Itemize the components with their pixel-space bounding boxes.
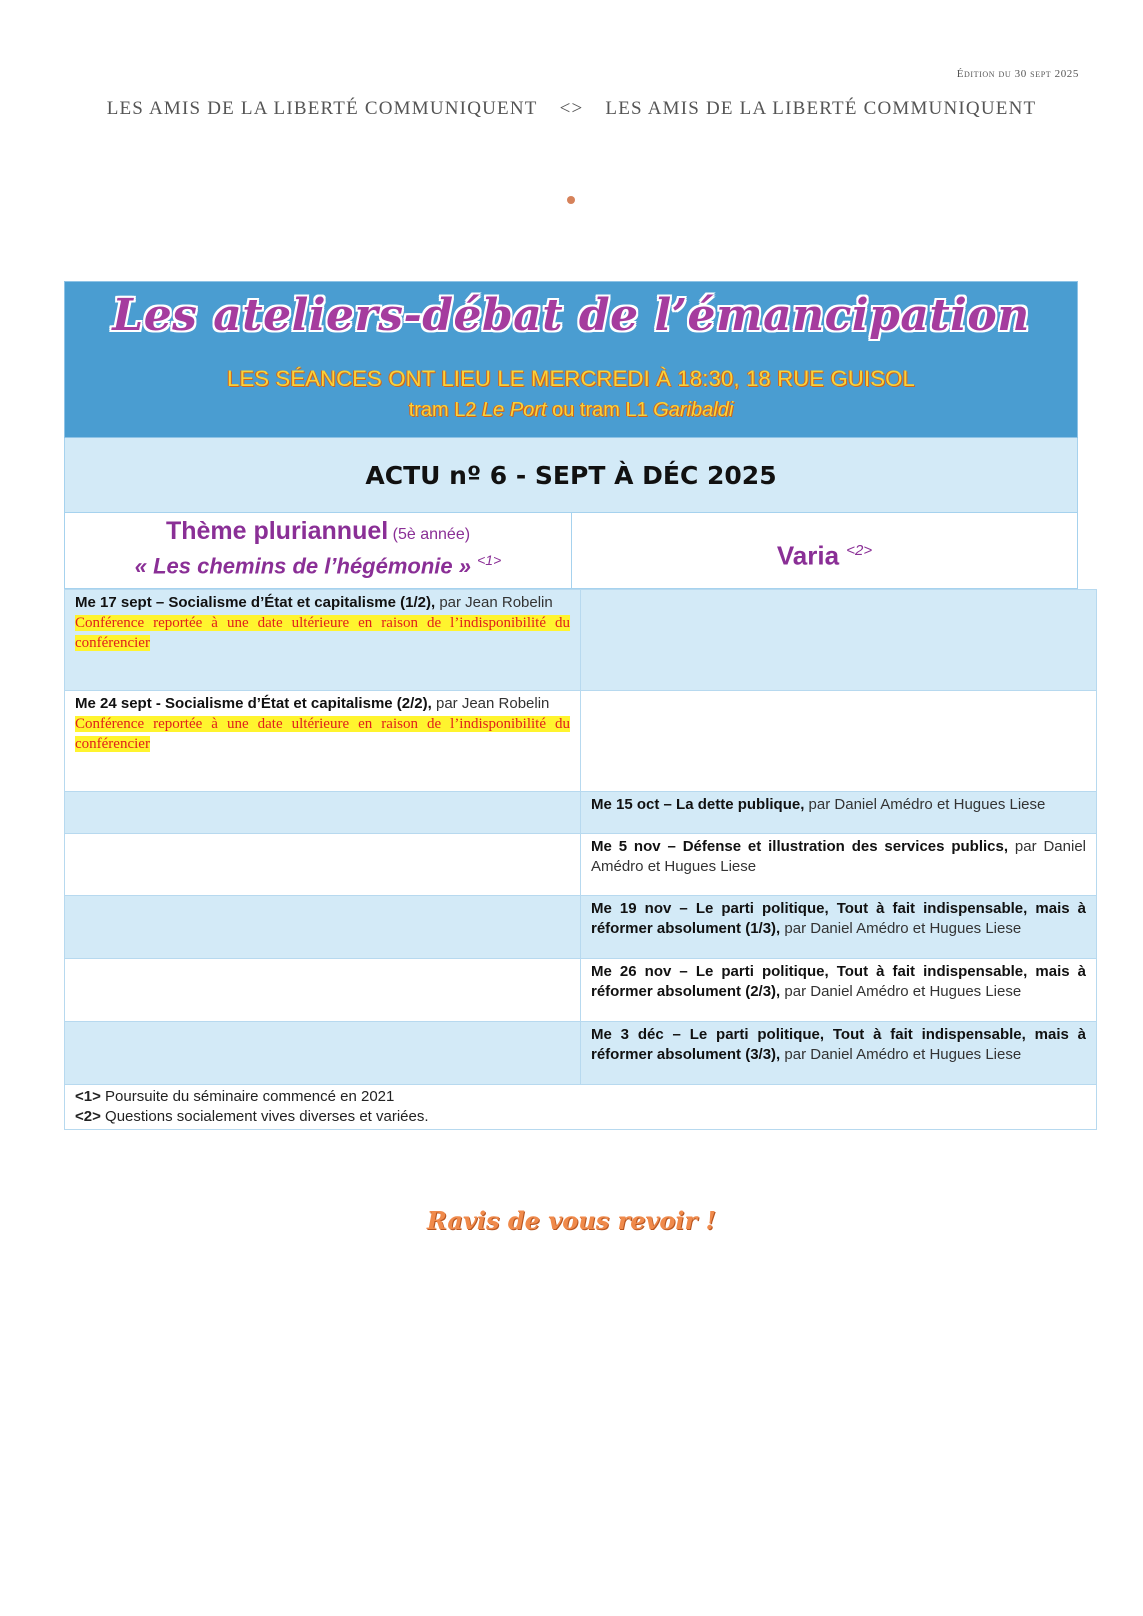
session-cell-varia — [581, 792, 1097, 834]
session-cell-varia — [581, 896, 1097, 959]
masthead — [0, 98, 1143, 120]
session-speaker: par Daniel Amédro et Hugues Liese — [780, 983, 1022, 1000]
session-title: Me 26 nov – Le parti politique, Tout à fait indispensable, mais à réformer absolument (2/3), — [591, 963, 1086, 1000]
footnote-text: Questions socialement vives diverses et variées. — [100, 1108, 429, 1125]
table-row — [65, 1022, 1097, 1085]
session-cell-varia — [581, 1022, 1097, 1085]
theme-subtitle: « Les chemins de l’hégémonie » — [134, 553, 471, 579]
column-header-varia — [572, 513, 1078, 589]
footnote-ref: <1> — [75, 1088, 101, 1105]
session-cell-varia — [581, 959, 1097, 1022]
masthead-left: LES AMIS DE LA LIBERTÉ COMMUNIQUENT — [106, 98, 538, 119]
table-row — [65, 834, 1097, 896]
table-row — [65, 792, 1097, 834]
ornament-dot — [567, 196, 575, 204]
session-title: Me 15 oct – La dette publique, — [591, 796, 805, 813]
table-row — [65, 896, 1097, 959]
theme-subtitle-line — [65, 552, 571, 579]
session-speaker: par Daniel Amédro et Hugues Liese — [804, 796, 1046, 813]
table-row — [65, 590, 1097, 691]
banner-transport — [65, 399, 1077, 422]
closing-message: Ravis de vous revoir ! — [426, 1206, 717, 1235]
varia-title: Varia — [776, 540, 840, 571]
session-title: Me 3 déc – Le parti politique, Tout à fait indispensable, mais à réformer absolument (3/3), — [591, 1026, 1086, 1063]
session-cell-theme — [65, 691, 581, 792]
footnote-ref: <2> — [75, 1108, 101, 1125]
session-cell-theme — [65, 959, 581, 1022]
session-cell-theme — [65, 590, 581, 691]
column-headers — [64, 513, 1078, 589]
footnotes-row — [65, 1085, 1097, 1130]
edition-date: Édition du 30 sept 2025 — [956, 68, 1079, 80]
transport-pre: tram L2 — [408, 399, 483, 421]
footnote-text: Poursuite du séminaire commencé en 2021 — [100, 1088, 395, 1105]
banner-title: Les ateliers-débat de l’émancipation — [112, 290, 1030, 341]
session-cell-theme — [65, 792, 581, 834]
theme-title: Thème pluriannuel — [165, 517, 389, 545]
theme-year-note: (5è année) — [392, 526, 471, 543]
session-cell-varia — [581, 590, 1097, 691]
session-speaker: par Daniel Amédro et Hugues Liese — [591, 838, 1086, 875]
session-title: Me 19 nov – Le parti politique, Tout à fait indispensable, mais à réformer absolument (1/3), — [591, 900, 1086, 937]
session-cell-varia — [581, 691, 1097, 792]
footnote-1 — [75, 1087, 1086, 1107]
transport-stop-1: Le Port — [482, 399, 547, 421]
session-title: Me 17 sept – Socialisme d’État et capitalisme (1/2), — [75, 594, 436, 611]
banner-venue: LES SÉANCES ONT LIEU LE MERCREDI À 18:30, 18 RUE GUISOL — [227, 366, 915, 391]
column-header-theme — [64, 513, 572, 589]
footnote-2 — [75, 1107, 1086, 1127]
masthead-right: LES AMIS DE LA LIBERTÉ COMMUNIQUENT — [605, 98, 1037, 119]
masthead-separator: <> — [559, 98, 584, 119]
session-cell-theme — [65, 896, 581, 959]
postponed-notice: Conférence reportée à une date ultérieure en raison de l’indisponibilité du conférencier — [75, 716, 570, 752]
session-speaker: par Jean Robelin — [435, 594, 553, 611]
session-title: Me 5 nov – Défense et illustration des services publics, — [591, 838, 1009, 855]
table-row — [65, 691, 1097, 792]
session-speaker: par Jean Robelin — [431, 695, 550, 712]
session-cell-theme — [65, 834, 581, 896]
session-speaker: par Daniel Amédro et Hugues Liese — [780, 1046, 1022, 1063]
session-cell-varia — [581, 834, 1097, 896]
postponed-notice: Conférence reportée à une date ultérieure en raison de l’indisponibilité du conférencier — [75, 615, 570, 651]
session-cell-theme — [65, 1022, 581, 1085]
transport-mid: ou tram L1 — [546, 399, 654, 421]
footnotes — [65, 1085, 1097, 1130]
sessions-grid — [64, 589, 1097, 1130]
table-row — [65, 959, 1097, 1022]
session-title: Me 24 sept - Socialisme d’État et capitalisme (2/2), — [75, 695, 432, 712]
theme-footnote-ref: <1> — [477, 552, 502, 568]
varia-footnote-ref: <2> — [846, 542, 873, 559]
program-table — [64, 281, 1096, 1130]
session-speaker: par Daniel Amédro et Hugues Liese — [780, 920, 1022, 937]
actu-heading: ACTU nº 6 - SEPT À DÉC 2025 — [64, 438, 1078, 513]
program-banner — [64, 281, 1078, 438]
transport-stop-2: Garibaldi — [653, 399, 734, 421]
